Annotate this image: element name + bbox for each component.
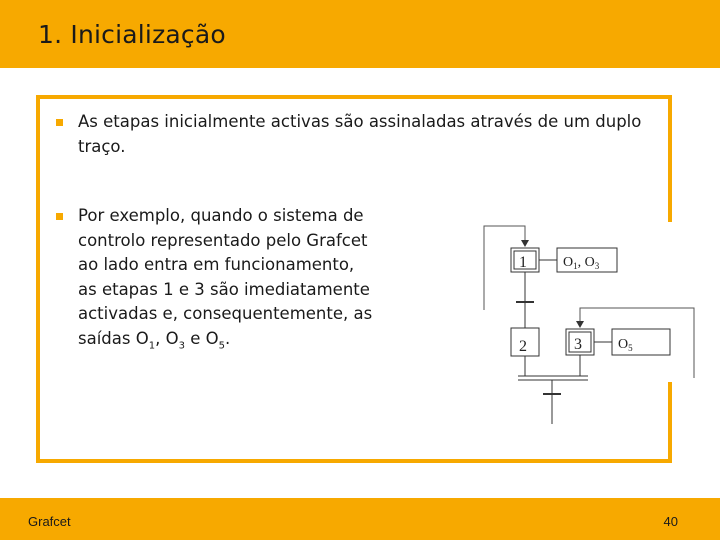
bullet-marker — [56, 213, 63, 220]
grafcet-diagram — [478, 218, 698, 428]
step-2-label: 2 — [519, 338, 527, 355]
bullet-text: As etapas inicialmente activas são assinaladas através de um duplo traço. — [78, 112, 642, 156]
bullet-example: Por exemplo, quando o sistema de controlo representado pelo Grafcet ao lado entra em funcionamento, as etapas 1 e 3 são imediatamente activadas e, consequentemente, as saídas $O_1$, $O_3$ e $O_5$. — [78, 204, 378, 358]
footer-bar — [0, 498, 720, 540]
step-3-label: 3 — [574, 336, 582, 353]
action-step-3-label: $O_5$ — [618, 337, 633, 353]
bullet-marker — [56, 119, 63, 126]
bullet-initial-steps — [78, 110, 658, 159]
page-number: 40 — [663, 514, 678, 529]
step-1-label: 1 — [519, 254, 527, 271]
output-o1: $O_1$ — [135, 328, 156, 351]
action-step-1-label: $O_1$, $O_3$ — [563, 255, 600, 271]
bullet-text: Por exemplo, quando o sistema de controlo representado pelo Grafcet ao lado entra em funcionamento, as etapas 1 e 3 são imediatamente activadas e, consequentemente, as saídas — [78, 206, 373, 348]
footer-title: Grafcet — [28, 514, 71, 529]
slide-title: 1. Inicialização — [38, 20, 226, 49]
output-o3: $O_3$ — [165, 328, 185, 351]
output-o5: $O_5$ — [205, 328, 226, 351]
